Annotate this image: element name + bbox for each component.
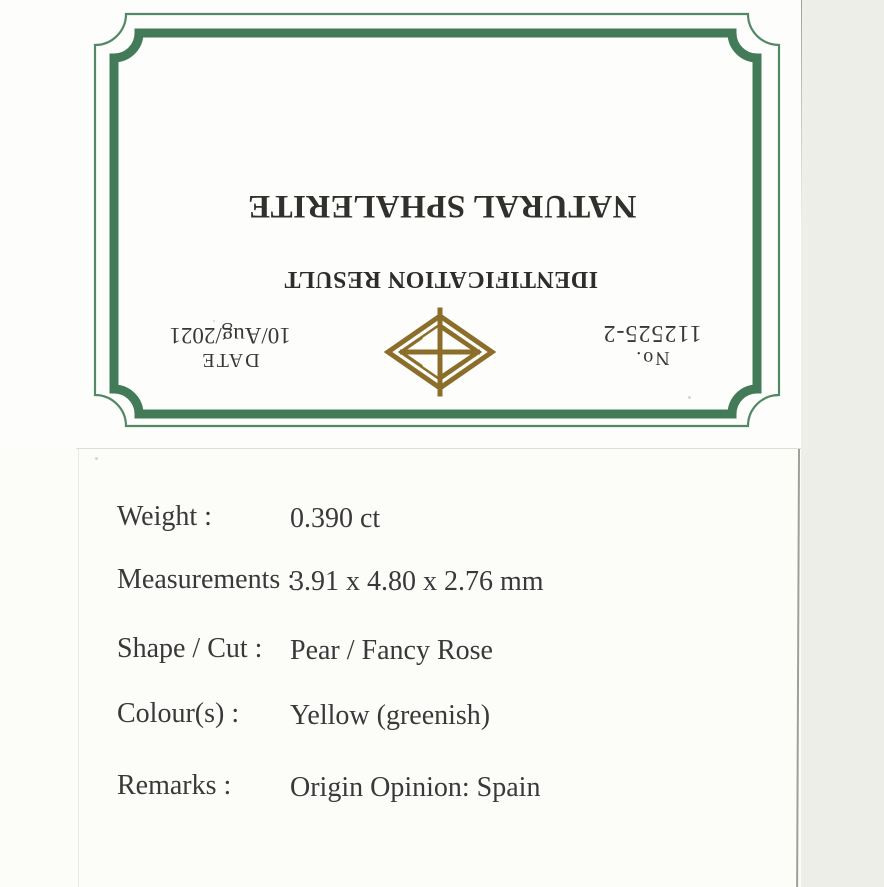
detail-row-measurements — [117, 563, 544, 597]
date-label: DATE — [200, 349, 260, 371]
scan-speck — [213, 320, 215, 322]
certificate-subtitle: IDENTIFICATION RESULT — [284, 266, 598, 292]
detail-row-colour — [117, 697, 490, 731]
scan-speck — [95, 457, 98, 460]
detail-label: Colour(s) : — [117, 698, 240, 729]
gem-lab-logo-icon — [384, 306, 496, 398]
detail-label: Remarks : — [117, 770, 232, 801]
detail-value: 0.390 ct — [290, 503, 381, 534]
date-value: 10/Aug/2021 — [169, 323, 291, 348]
detail-value: Pear / Fancy Rose — [290, 635, 493, 666]
certificate-front-card — [0, 0, 801, 449]
detail-value: Yellow (greenish) — [290, 700, 491, 731]
detail-row-remarks — [117, 769, 540, 803]
detail-label: Measurements : — [117, 564, 296, 595]
detail-value: 3.91 x 4.80 x 2.76 mm — [290, 566, 544, 597]
detail-label: Weight : — [117, 501, 212, 532]
certificate-number-value: 112525-2 — [602, 320, 702, 346]
scan-speck — [688, 396, 691, 399]
detail-value: Origin Opinion: Spain — [290, 772, 541, 803]
certificate-date-field — [168, 312, 292, 370]
certificate-number-label: No. — [634, 347, 670, 369]
certificate-number-field — [594, 310, 710, 368]
details-sheet — [0, 449, 801, 887]
detail-row-weight — [117, 500, 380, 534]
detail-label: Shape / Cut : — [117, 633, 263, 664]
certificate-title: NATURAL SPHALERITE — [247, 188, 637, 224]
detail-row-shape-cut — [117, 632, 493, 666]
